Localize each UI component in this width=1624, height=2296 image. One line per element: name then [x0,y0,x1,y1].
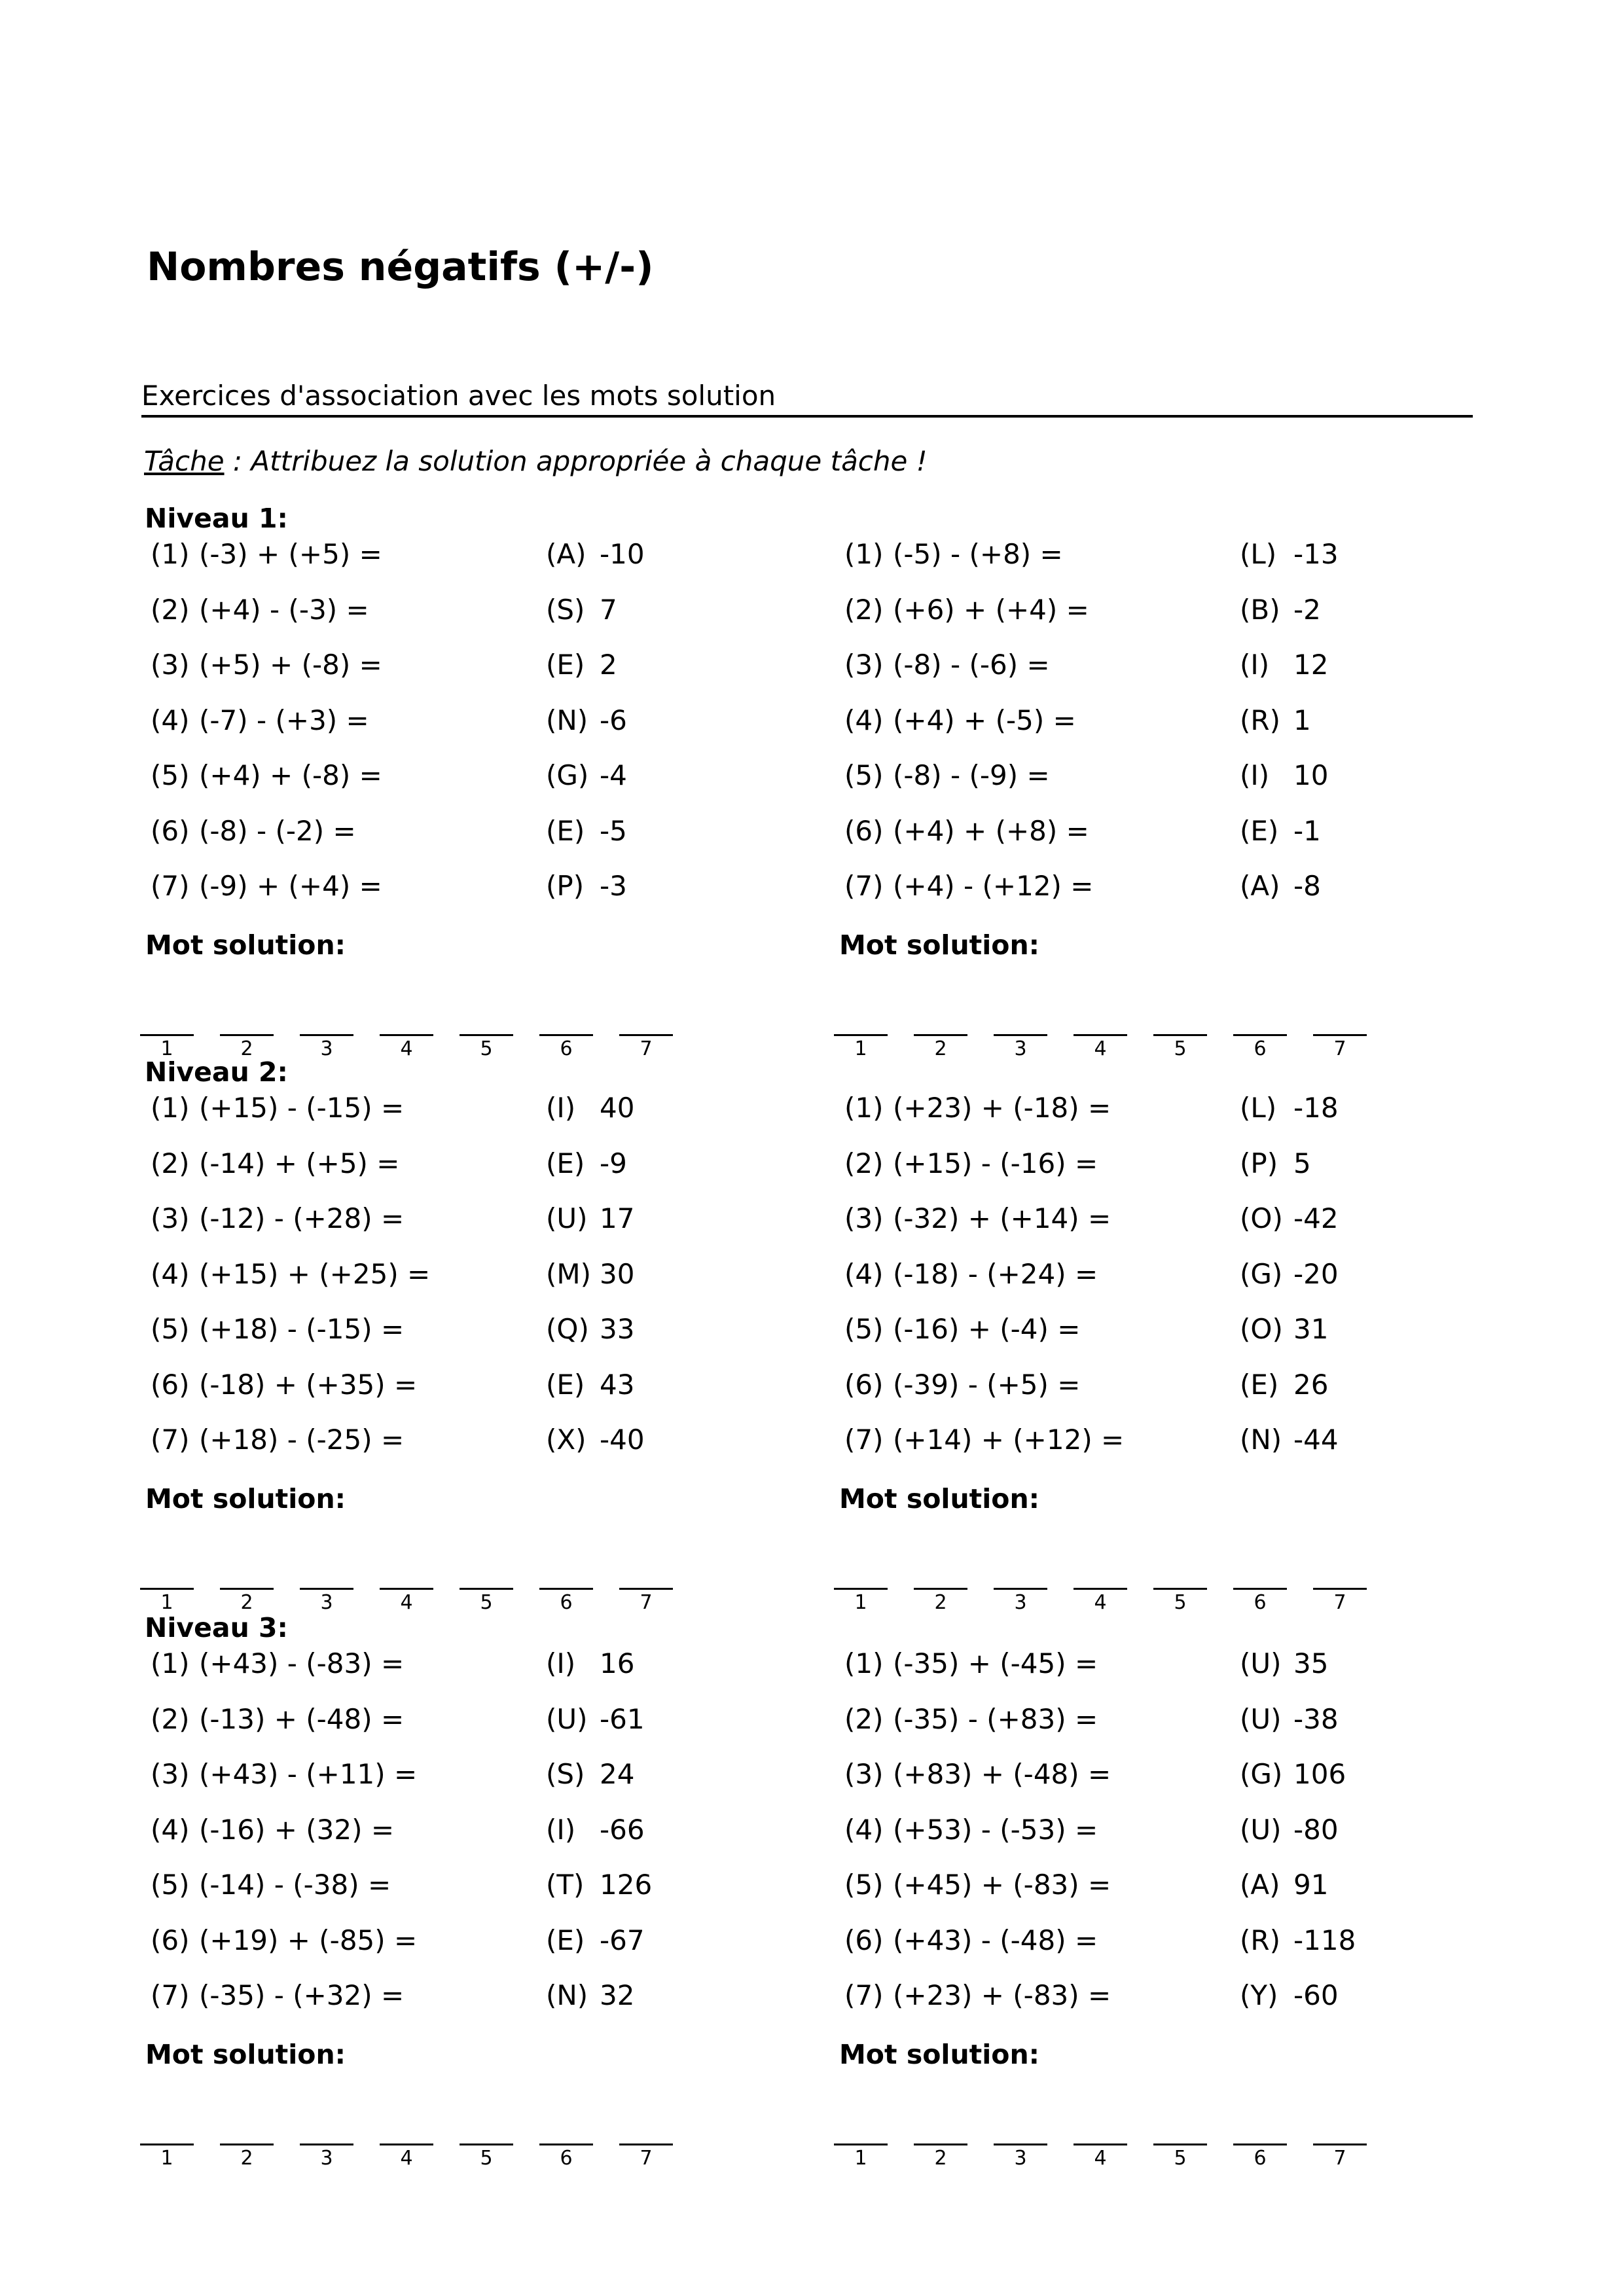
answer-blank[interactable]: 5 [460,1034,513,1061]
answer-letter: (B) [1240,593,1280,626]
answer-blank[interactable]: 4 [1074,2144,1127,2170]
answer-letter: (U) [546,1702,588,1735]
answer-blank[interactable]: 7 [1313,2144,1367,2170]
exercise-number: (3) [844,1202,884,1234]
exercise-expression: (-35) - (+32) = [199,1979,405,2011]
exercise-row [839,1814,1494,1869]
level-title: Niveau 3: [145,1612,288,1643]
exercise-expression: (+15) - (-16) = [893,1147,1098,1179]
level-title: Niveau 1: [145,503,288,534]
answer-letter: (E) [546,1147,585,1179]
answer-letter: (I) [1240,649,1270,681]
exercise-row [839,538,1494,593]
exercise-expression: (+19) + (-85) = [199,1924,418,1956]
exercise-expression: (+4) - (-3) = [199,593,369,626]
exercise-expression: (-9) + (+4) = [199,870,382,902]
exercise-number: (6) [844,1368,884,1401]
exercise-number: (4) [844,1257,884,1290]
exercise-number: (6) [151,1368,190,1401]
answer-blank[interactable]: 4 [380,1588,433,1615]
exercise-row [839,1924,1494,1979]
answer-letter: (U) [1240,1702,1282,1735]
exercise-expression: (-32) + (+14) = [893,1202,1111,1234]
mot-solution-label: Mot solution: [145,2038,346,2070]
answer-value: -5 [600,814,627,847]
exercise-expression: (+43) - (-83) = [199,1647,405,1679]
answer-letter: (A) [1240,870,1280,902]
exercise-expression: (+4) + (+8) = [893,814,1089,847]
answer-blank[interactable]: 6 [539,1034,593,1061]
answer-blank[interactable]: 1 [834,2144,888,2170]
exercise-row [145,1258,800,1313]
exercise-row [145,1092,800,1147]
exercise-number: (1) [151,538,190,570]
exercise-expression: (+5) + (-8) = [199,649,382,681]
answer-value: -44 [1293,1424,1339,1456]
exercise-row [839,1647,1494,1702]
exercise-number: (3) [151,1202,190,1234]
exercise-row [839,1424,1494,1479]
answer-value: -6 [600,704,627,736]
mot-solution-label: Mot solution: [839,2038,1040,2070]
answer-blank[interactable]: 1 [140,1034,194,1061]
exercise-expression: (-14) - (-38) = [199,1869,391,1901]
exercise-number: (7) [151,870,190,902]
exercise-number: (6) [151,1924,190,1956]
answer-letter: (A) [1240,1869,1280,1901]
answer-value: -118 [1293,1924,1356,1956]
exercise-number: (4) [151,1257,190,1290]
exercise-expression: (+23) + (-83) = [893,1979,1111,2011]
exercise-row [145,1924,800,1979]
exercise-expression: (-16) + (-4) = [893,1313,1081,1345]
exercise-row [145,870,800,925]
exercise-number: (5) [844,759,884,791]
answer-letter: (E) [546,1368,585,1401]
exercise-expression: (-8) - (-9) = [893,759,1050,791]
exercise-row [839,815,1494,870]
answer-letter: (E) [1240,814,1279,847]
exercise-row [145,1202,800,1257]
exercise-number: (1) [151,1647,190,1679]
answer-letter: (X) [546,1424,586,1456]
answer-value: -40 [600,1424,645,1456]
exercise-number: (4) [151,704,190,736]
answer-blank[interactable]: 3 [994,1034,1047,1061]
exercise-row [145,538,800,593]
answer-value: -20 [1293,1257,1339,1290]
exercise-expression: (-16) + (32) = [199,1813,395,1846]
answer-letter: (P) [1240,1147,1278,1179]
exercise-expression: (-5) - (+8) = [893,538,1063,570]
exercise-number: (1) [844,1092,884,1124]
exercise-expression: (+18) - (-15) = [199,1313,405,1345]
exercise-expression: (-7) - (+3) = [199,704,369,736]
answer-value: -4 [600,759,627,791]
exercise-row [145,1703,800,1758]
level-title: Niveau 2: [145,1056,288,1088]
exercise-number: (5) [151,759,190,791]
mot-solution-label: Mot solution: [145,1482,346,1515]
exercise-row [145,1814,800,1869]
answer-blank[interactable]: 1 [834,1034,888,1061]
exercise-row [839,870,1494,925]
exercise-row [839,1979,1494,2034]
answer-letter: (E) [546,1924,585,1956]
exercise-number: (5) [844,1869,884,1901]
exercise-expression: (-35) - (+83) = [893,1702,1098,1735]
exercise-expression: (-18) + (+35) = [199,1368,418,1401]
answer-value: 40 [600,1092,635,1124]
answer-letter: (L) [1240,538,1277,570]
answer-letter: (E) [1240,1368,1279,1401]
answer-letter: (U) [1240,1813,1282,1846]
exercise-row [839,1758,1494,1813]
answer-blank[interactable]: 6 [539,1588,593,1615]
answer-letter: (R) [1240,1924,1280,1956]
answer-blank[interactable]: 5 [460,2144,513,2170]
answer-letter: (U) [1240,1647,1282,1679]
exercise-number: (2) [151,1702,190,1735]
exercise-number: (3) [151,1758,190,1790]
exercise-row [145,1313,800,1368]
exercise-expression: (-18) - (+24) = [893,1257,1098,1290]
exercise-expression: (-12) - (+28) = [199,1202,405,1234]
exercise-row [839,1313,1494,1368]
exercise-expression: (+15) - (-15) = [199,1092,405,1124]
exercise-number: (6) [844,1924,884,1956]
page-title: Nombres négatifs (+/-) [147,244,654,290]
answer-value: 1 [1293,704,1311,736]
answer-blank[interactable]: 6 [1233,2144,1287,2170]
mot-solution-label: Mot solution: [839,1482,1040,1515]
answer-blank[interactable]: 6 [1233,1034,1287,1061]
exercise-expression: (-35) + (-45) = [893,1647,1098,1679]
answer-letter: (P) [546,870,585,902]
answer-blank[interactable]: 5 [1153,1034,1207,1061]
exercise-row [839,1369,1494,1424]
answer-letter: (M) [546,1257,592,1290]
exercise-number: (3) [844,649,884,681]
exercise-expression: (+14) + (+12) = [893,1424,1125,1456]
answer-letter: (Y) [1240,1979,1278,2011]
answer-blank[interactable]: 7 [619,1588,673,1615]
answer-value: -13 [1293,538,1339,570]
answer-blank[interactable]: 7 [619,2144,673,2170]
exercise-expression: (+18) - (-25) = [199,1424,405,1456]
exercise-number: (1) [844,538,884,570]
answer-value: 24 [600,1758,635,1790]
exercise-number: (6) [844,814,884,847]
answer-value: -2 [1293,593,1321,626]
answer-value: 26 [1293,1368,1329,1401]
answer-letter: (G) [546,759,589,791]
answer-letter: (U) [546,1202,588,1234]
exercise-row [145,704,800,759]
exercise-row [839,1202,1494,1257]
answer-value: 126 [600,1869,653,1901]
answer-value: -18 [1293,1092,1339,1124]
exercise-row [839,649,1494,704]
exercise-row [145,1147,800,1202]
answer-letter: (O) [1240,1202,1283,1234]
exercise-expression: (-39) - (+5) = [893,1368,1081,1401]
answer-blank[interactable]: 2 [220,2144,274,2170]
answer-blank[interactable]: 4 [1074,1588,1127,1615]
exercise-row [145,1647,800,1702]
answer-blank[interactable]: 4 [1074,1034,1127,1061]
exercise-row [145,759,800,814]
answer-value: 43 [600,1368,635,1401]
answer-blank[interactable]: 7 [619,1034,673,1061]
answer-blank[interactable]: 5 [460,1588,513,1615]
answer-value: 2 [600,649,617,681]
exercise-number: (7) [844,1979,884,2011]
answer-value: 106 [1293,1758,1346,1790]
exercise-number: (2) [151,1147,190,1179]
exercise-expression: (+53) - (-53) = [893,1813,1098,1846]
answer-value: -80 [1293,1813,1339,1846]
exercise-row [839,1092,1494,1147]
answer-value: 31 [1293,1313,1329,1345]
answer-value: -60 [1293,1979,1339,2011]
answer-letter: (A) [546,538,586,570]
answer-blank[interactable]: 3 [300,1588,353,1615]
answer-blank[interactable]: 3 [994,1588,1047,1615]
exercise-row [145,815,800,870]
task-label: Tâche [144,445,225,477]
answer-value: 30 [600,1257,635,1290]
answer-blank[interactable]: 3 [300,2144,353,2170]
exercise-row [839,759,1494,814]
answer-value: -10 [600,538,645,570]
exercise-expression: (+43) - (+11) = [199,1758,418,1790]
answer-value: -42 [1293,1202,1339,1234]
answer-blank[interactable]: 7 [1313,1588,1367,1615]
exercise-number: (3) [844,1758,884,1790]
exercise-number: (4) [844,1813,884,1846]
answer-blank[interactable]: 7 [1313,1034,1367,1061]
answer-value: -8 [1293,870,1321,902]
exercise-expression: (+15) + (+25) = [199,1257,431,1290]
exercise-row [839,1703,1494,1758]
exercise-number: (2) [844,1147,884,1179]
answer-value: 33 [600,1313,635,1345]
answer-value: -66 [600,1813,645,1846]
answer-letter: (E) [546,649,585,681]
exercise-number: (1) [844,1647,884,1679]
exercise-row [145,594,800,649]
exercise-number: (5) [151,1313,190,1345]
mot-solution-label: Mot solution: [839,929,1040,961]
answer-letter: (N) [546,1979,588,2011]
answer-blank[interactable]: 2 [220,1034,274,1061]
answer-value: -1 [1293,814,1321,847]
exercise-number: (2) [844,593,884,626]
exercise-expression: (-13) + (-48) = [199,1702,405,1735]
answer-value: -67 [600,1924,645,1956]
section-subtitle: Exercices d'association avec les mots solution [141,380,1473,418]
exercise-expression: (-8) - (-2) = [199,814,356,847]
answer-blank[interactable]: 2 [914,2144,967,2170]
exercise-number: (7) [151,1979,190,2011]
exercise-number: (5) [844,1313,884,1345]
exercise-expression: (+6) + (+4) = [893,593,1089,626]
answer-letter: (I) [546,1647,576,1679]
answer-blank[interactable]: 5 [1153,2144,1207,2170]
answer-blank[interactable]: 4 [380,1034,433,1061]
answer-blank[interactable]: 6 [539,2144,593,2170]
answer-letter: (L) [1240,1092,1277,1124]
answer-letter: (E) [546,814,585,847]
answer-value: -3 [600,870,627,902]
answer-letter: (I) [546,1813,576,1846]
answer-letter: (R) [1240,704,1280,736]
answer-value: 32 [600,1979,635,2011]
exercise-row [839,594,1494,649]
exercise-row [839,1869,1494,1924]
answer-value: -9 [600,1147,627,1179]
exercise-expression: (-8) - (-6) = [893,649,1050,681]
answer-letter: (G) [1240,1758,1283,1790]
answer-value: 16 [600,1647,635,1679]
answer-letter: (Q) [546,1313,589,1345]
mot-solution-label: Mot solution: [145,929,346,961]
exercise-number: (2) [844,1702,884,1735]
answer-blank[interactable]: 6 [1233,1588,1287,1615]
answer-letter: (O) [1240,1313,1283,1345]
exercise-row [145,1869,800,1924]
exercise-row [839,1147,1494,1202]
answer-value: 5 [1293,1147,1311,1179]
exercise-expression: (+83) + (-48) = [893,1758,1111,1790]
exercise-row [145,1369,800,1424]
exercise-row [145,1758,800,1813]
exercise-expression: (+23) + (-18) = [893,1092,1111,1124]
answer-blank[interactable]: 3 [300,1034,353,1061]
answer-letter: (I) [1240,759,1270,791]
answer-blank[interactable]: 4 [380,2144,433,2170]
exercise-expression: (+4) - (+12) = [893,870,1094,902]
exercise-expression: (+4) + (-8) = [199,759,382,791]
answer-blank[interactable]: 2 [914,1588,967,1615]
answer-letter: (N) [1240,1424,1282,1456]
exercise-row [839,1258,1494,1313]
task-instruction [144,445,928,477]
exercise-row [145,1424,800,1479]
answer-blank[interactable]: 2 [220,1588,274,1615]
answer-value: 10 [1293,759,1329,791]
exercise-number: (1) [151,1092,190,1124]
exercise-number: (5) [151,1869,190,1901]
answer-letter: (S) [546,593,585,626]
answer-blank[interactable]: 1 [140,2144,194,2170]
answer-blank[interactable]: 3 [994,2144,1047,2170]
answer-letter: (T) [546,1869,585,1901]
answer-blank[interactable]: 1 [834,1588,888,1615]
answer-value: 17 [600,1202,635,1234]
exercise-expression: (-14) + (+5) = [199,1147,400,1179]
exercise-number: (6) [151,814,190,847]
exercise-expression: (+43) - (-48) = [893,1924,1098,1956]
exercise-number: (4) [844,704,884,736]
answer-letter: (G) [1240,1257,1283,1290]
answer-blank[interactable]: 2 [914,1034,967,1061]
answer-value: 12 [1293,649,1329,681]
answer-blank[interactable]: 5 [1153,1588,1207,1615]
exercise-number: (3) [151,649,190,681]
exercise-row [145,1979,800,2034]
exercise-number: (4) [151,1813,190,1846]
answer-value: 91 [1293,1869,1329,1901]
answer-blank[interactable]: 1 [140,1588,194,1615]
exercise-number: (7) [151,1424,190,1456]
answer-value: 7 [600,593,617,626]
exercise-row [839,704,1494,759]
answer-value: -61 [600,1702,645,1735]
task-text: : Attribuez la solution appropriée à chaque tâche ! [224,445,928,477]
answer-letter: (N) [546,704,588,736]
exercise-number: (7) [844,870,884,902]
answer-letter: (S) [546,1758,585,1790]
exercise-expression: (+4) + (-5) = [893,704,1076,736]
exercise-expression: (-3) + (+5) = [199,538,382,570]
exercise-number: (2) [151,593,190,626]
exercise-number: (7) [844,1424,884,1456]
exercise-expression: (+45) + (-83) = [893,1869,1111,1901]
answer-letter: (I) [546,1092,576,1124]
answer-value: 35 [1293,1647,1329,1679]
answer-value: -38 [1293,1702,1339,1735]
exercise-row [145,649,800,704]
